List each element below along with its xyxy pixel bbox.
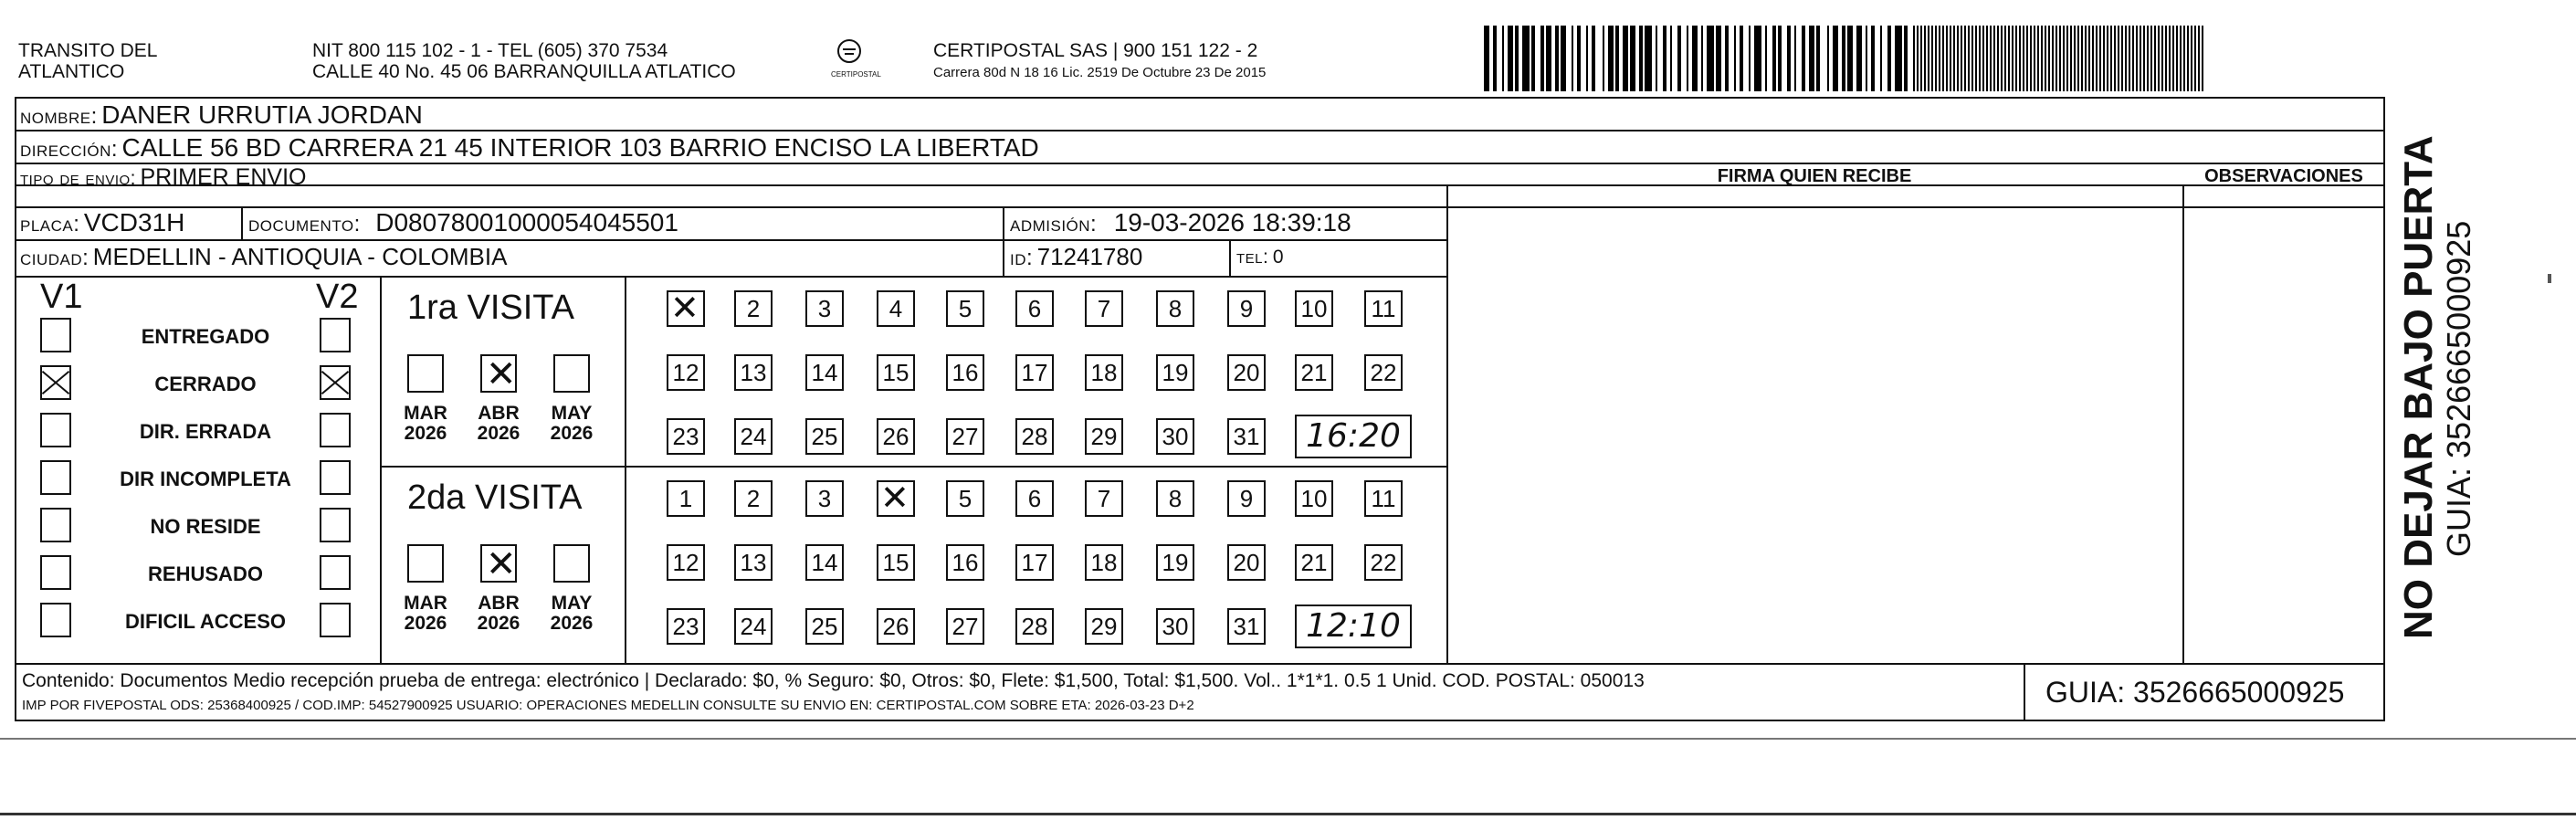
day-box[interactable]: 3: [805, 290, 844, 327]
bottom-divider: [0, 738, 2576, 740]
day-box[interactable]: 23: [667, 608, 705, 645]
month-caption: [471, 404, 526, 444]
day-box[interactable]: 30: [1156, 608, 1194, 645]
day-box[interactable]: [877, 480, 915, 517]
month-label: MAY: [551, 593, 593, 614]
month-label: ABR: [478, 593, 520, 614]
nombre-value: DANER URRUTIA JORDAN: [101, 100, 423, 129]
day-box[interactable]: 27: [946, 418, 984, 455]
nombre-row: [20, 100, 423, 130]
edge-mark: [2548, 274, 2551, 283]
v1-checkbox[interactable]: [40, 365, 71, 400]
month-year: 2026: [550, 423, 594, 444]
v2-checkbox[interactable]: [320, 413, 351, 447]
v2-checkbox[interactable]: [320, 365, 351, 400]
day-box[interactable]: 25: [805, 608, 844, 645]
day-box[interactable]: 21: [1295, 354, 1333, 391]
month-checkbox[interactable]: [553, 544, 590, 583]
barcode-space: [1820, 26, 1827, 91]
v1-checkbox[interactable]: [40, 318, 71, 352]
org-line1: TRANSITO DEL: [18, 40, 158, 61]
day-box[interactable]: 11: [1364, 290, 1403, 327]
month-label: MAR: [404, 593, 447, 614]
day-box[interactable]: 26: [877, 418, 915, 455]
month-caption: [544, 404, 599, 444]
visit-title: 2da VISITA: [407, 478, 583, 517]
day-box[interactable]: 17: [1015, 544, 1054, 581]
day-box[interactable]: 15: [877, 544, 915, 581]
id-label: id:: [1010, 246, 1034, 270]
org-line2: ATLANTICO: [18, 61, 125, 82]
v1-checkbox[interactable]: [40, 460, 71, 495]
day-box[interactable]: 5: [946, 480, 984, 517]
side-warning: NO DEJAR BAJO PUERTA: [2396, 135, 2441, 639]
nit-line1: NIT 800 115 102 - 1 - TEL (605) 370 7534: [312, 40, 668, 61]
v2-checkbox[interactable]: [320, 555, 351, 590]
org-name: [18, 40, 157, 82]
tel-label: tel:: [1236, 247, 1269, 268]
month-caption: [471, 594, 526, 634]
month-checkbox[interactable]: [407, 354, 444, 393]
day-box[interactable]: 17: [1015, 354, 1054, 391]
company-line1: CERTIPOSTAL SAS | 900 151 122 - 2: [933, 40, 1258, 61]
day-box[interactable]: 13: [734, 354, 773, 391]
status-label: REHUSADO: [148, 562, 263, 585]
month-caption: [544, 594, 599, 634]
barcode-bar: [1754, 26, 1761, 91]
footer-line2: IMP POR FIVEPOSTAL ODS: 25368400925 / COD.IMP: 54527900925 USUARIO: OPERACIONES MEDELLIN CONSULTE SU ENVIO EN: CERTIPOSTAL.COM SOBRE ETA: 2026-03-23 D+2: [22, 698, 1194, 713]
month-checkbox[interactable]: [480, 354, 517, 393]
day-box[interactable]: 31: [1227, 608, 1266, 645]
day-box[interactable]: 13: [734, 544, 773, 581]
v2-checkbox[interactable]: [320, 603, 351, 637]
footer-line1: Contenido: Documentos Medio recepción prueba de entrega: electrónico | Declarado: $0, % Seguro: $0, Otros: $0, Flete: $1,500, Total: $1,500. Vol.. 1*1*1. 0.5 1 Unid. COD. POSTAL: 050013: [22, 670, 1645, 691]
tipo-label: tipo de envio:: [20, 168, 137, 189]
day-box[interactable]: 2: [734, 290, 773, 327]
admision-label: admisión:: [1010, 212, 1098, 237]
tel-value: 0: [1272, 247, 1284, 268]
visit-time: 16:20: [1295, 415, 1412, 458]
tel-cell: [1236, 247, 1284, 268]
month-year: 2026: [477, 423, 520, 444]
v1-checkbox[interactable]: [40, 603, 71, 637]
day-box[interactable]: 18: [1085, 354, 1123, 391]
day-box[interactable]: 9: [1227, 480, 1266, 517]
day-box[interactable]: 18: [1085, 544, 1123, 581]
month-checkbox[interactable]: [553, 354, 590, 393]
tipo-value: PRIMER ENVIO: [140, 164, 307, 190]
month-year: 2026: [404, 613, 447, 634]
v1-checkbox[interactable]: [40, 555, 71, 590]
ciudad-label: ciudad:: [20, 246, 89, 270]
status-label: DIFICIL ACCESO: [124, 610, 286, 633]
day-box[interactable]: 14: [805, 544, 844, 581]
day-box[interactable]: 16: [946, 354, 984, 391]
v2-checkbox[interactable]: [320, 460, 351, 495]
documento-cell: [248, 208, 678, 237]
company-line2: Carrera 80d N 18 16 Lic. 2519 De Octubre 23 De 2015: [933, 65, 1267, 80]
day-box[interactable]: 6: [1015, 290, 1054, 327]
day-box[interactable]: 6: [1015, 480, 1054, 517]
nit-block: [312, 40, 736, 82]
visit-title: 1ra VISITA: [407, 289, 575, 327]
admision-cell: [1010, 208, 1351, 237]
day-box[interactable]: 7: [1085, 480, 1123, 517]
barcode-bar: [2203, 26, 2205, 91]
day-box[interactable]: 10: [1295, 480, 1333, 517]
day-box[interactable]: 29: [1085, 418, 1123, 455]
day-box[interactable]: 21: [1295, 544, 1333, 581]
status-label: CERRADO: [154, 373, 257, 395]
firma-header: FIRMA QUIEN RECIBE: [1717, 166, 1912, 186]
direccion-row: [20, 133, 1039, 163]
month-caption: [398, 594, 453, 634]
barcode-bar: [1645, 26, 1652, 91]
month-year: 2026: [550, 613, 594, 634]
status-label: DIR INCOMPLETA: [120, 468, 291, 490]
day-box[interactable]: 2: [734, 480, 773, 517]
v2-checkbox[interactable]: [320, 508, 351, 542]
day-box[interactable]: 5: [946, 290, 984, 327]
placa-label: placa:: [20, 212, 80, 237]
status-label: ENTREGADO: [141, 325, 270, 348]
day-box[interactable]: [667, 290, 705, 327]
month-caption: [398, 404, 453, 444]
day-box[interactable]: 31: [1227, 418, 1266, 455]
month-year: 2026: [477, 613, 520, 634]
day-box[interactable]: 19: [1156, 544, 1194, 581]
barcode-bar: [1895, 26, 1902, 91]
day-box[interactable]: 7: [1085, 290, 1123, 327]
day-box[interactable]: 3: [805, 480, 844, 517]
day-box[interactable]: 1: [667, 480, 705, 517]
day-box[interactable]: 8: [1156, 290, 1194, 327]
placa-value: VCD31H: [83, 208, 185, 237]
day-box[interactable]: 28: [1015, 608, 1054, 645]
form-frame: [15, 97, 2385, 721]
day-box[interactable]: 12: [667, 544, 705, 581]
documento-value: D08078001000054045501: [375, 208, 678, 237]
month-checkbox[interactable]: [407, 544, 444, 583]
direccion-value: CALLE 56 BD CARRERA 21 45 INTERIOR 103 BARRIO ENCISO LA LIBERTAD: [121, 133, 1039, 162]
ciudad-cell: [20, 243, 507, 271]
day-box[interactable]: 16: [946, 544, 984, 581]
day-box[interactable]: 4: [877, 290, 915, 327]
month-label: MAY: [551, 403, 593, 424]
footer-guia: GUIA: 3526665000925: [2045, 676, 2345, 709]
side-guia: GUIA: 3526665000925: [2440, 220, 2477, 557]
day-box[interactable]: 20: [1227, 354, 1266, 391]
day-box[interactable]: 20: [1227, 544, 1266, 581]
nit-line2: CALLE 40 No. 45 06 BARRANQUILLA ATLATICO: [312, 61, 736, 82]
month-year: 2026: [404, 423, 447, 444]
day-box[interactable]: 28: [1015, 418, 1054, 455]
tipo-row: [20, 164, 306, 191]
barcode-bar: [1707, 26, 1714, 91]
day-box[interactable]: 23: [667, 418, 705, 455]
direccion-label: dirección:: [20, 137, 119, 162]
logo-text: CERTIPOSTAL: [831, 70, 881, 79]
day-box[interactable]: 10: [1295, 290, 1333, 327]
day-box[interactable]: 19: [1156, 354, 1194, 391]
day-box[interactable]: 29: [1085, 608, 1123, 645]
id-value: 71241780: [1036, 243, 1143, 270]
bottom-edge: [0, 813, 2576, 815]
admision-value: 19-03-2026 18:39:18: [1113, 208, 1351, 237]
day-box[interactable]: 30: [1156, 418, 1194, 455]
v1-header: V1: [40, 278, 83, 316]
nombre-label: nombre:: [20, 104, 98, 129]
month-checkbox[interactable]: [480, 544, 517, 583]
day-box[interactable]: 11: [1364, 480, 1403, 517]
barcode-bar: [1522, 26, 1530, 91]
month-label: ABR: [478, 403, 520, 424]
day-box[interactable]: 24: [734, 608, 773, 645]
day-box[interactable]: 22: [1364, 544, 1403, 581]
day-box[interactable]: 8: [1156, 480, 1194, 517]
company-block: [933, 40, 1266, 81]
barcode-space: [1595, 26, 1603, 91]
v1-checkbox[interactable]: [40, 508, 71, 542]
observaciones-header: OBSERVACIONES: [2204, 166, 2363, 186]
v2-header: V2: [316, 278, 359, 316]
day-box[interactable]: 15: [877, 354, 915, 391]
visit-time: 12:10: [1295, 604, 1412, 648]
day-box[interactable]: 26: [877, 608, 915, 645]
v1-checkbox[interactable]: [40, 413, 71, 447]
day-box[interactable]: 25: [805, 418, 844, 455]
v2-checkbox[interactable]: [320, 318, 351, 352]
documento-label: documento:: [248, 212, 361, 237]
month-label: MAR: [404, 403, 447, 424]
day-box[interactable]: 9: [1227, 290, 1266, 327]
status-label: DIR. ERRADA: [139, 420, 272, 443]
company-logo: [829, 37, 884, 84]
day-box[interactable]: 12: [667, 354, 705, 391]
day-box[interactable]: 22: [1364, 354, 1403, 391]
id-cell: [1010, 243, 1142, 271]
ciudad-value: MEDELLIN - ANTIOQUIA - COLOMBIA: [92, 243, 508, 270]
placa-cell: [20, 208, 184, 237]
day-box[interactable]: 27: [946, 608, 984, 645]
barcode: [1484, 26, 2205, 91]
day-box[interactable]: 14: [805, 354, 844, 391]
status-label: NO RESIDE: [150, 515, 261, 538]
day-box[interactable]: 24: [734, 418, 773, 455]
